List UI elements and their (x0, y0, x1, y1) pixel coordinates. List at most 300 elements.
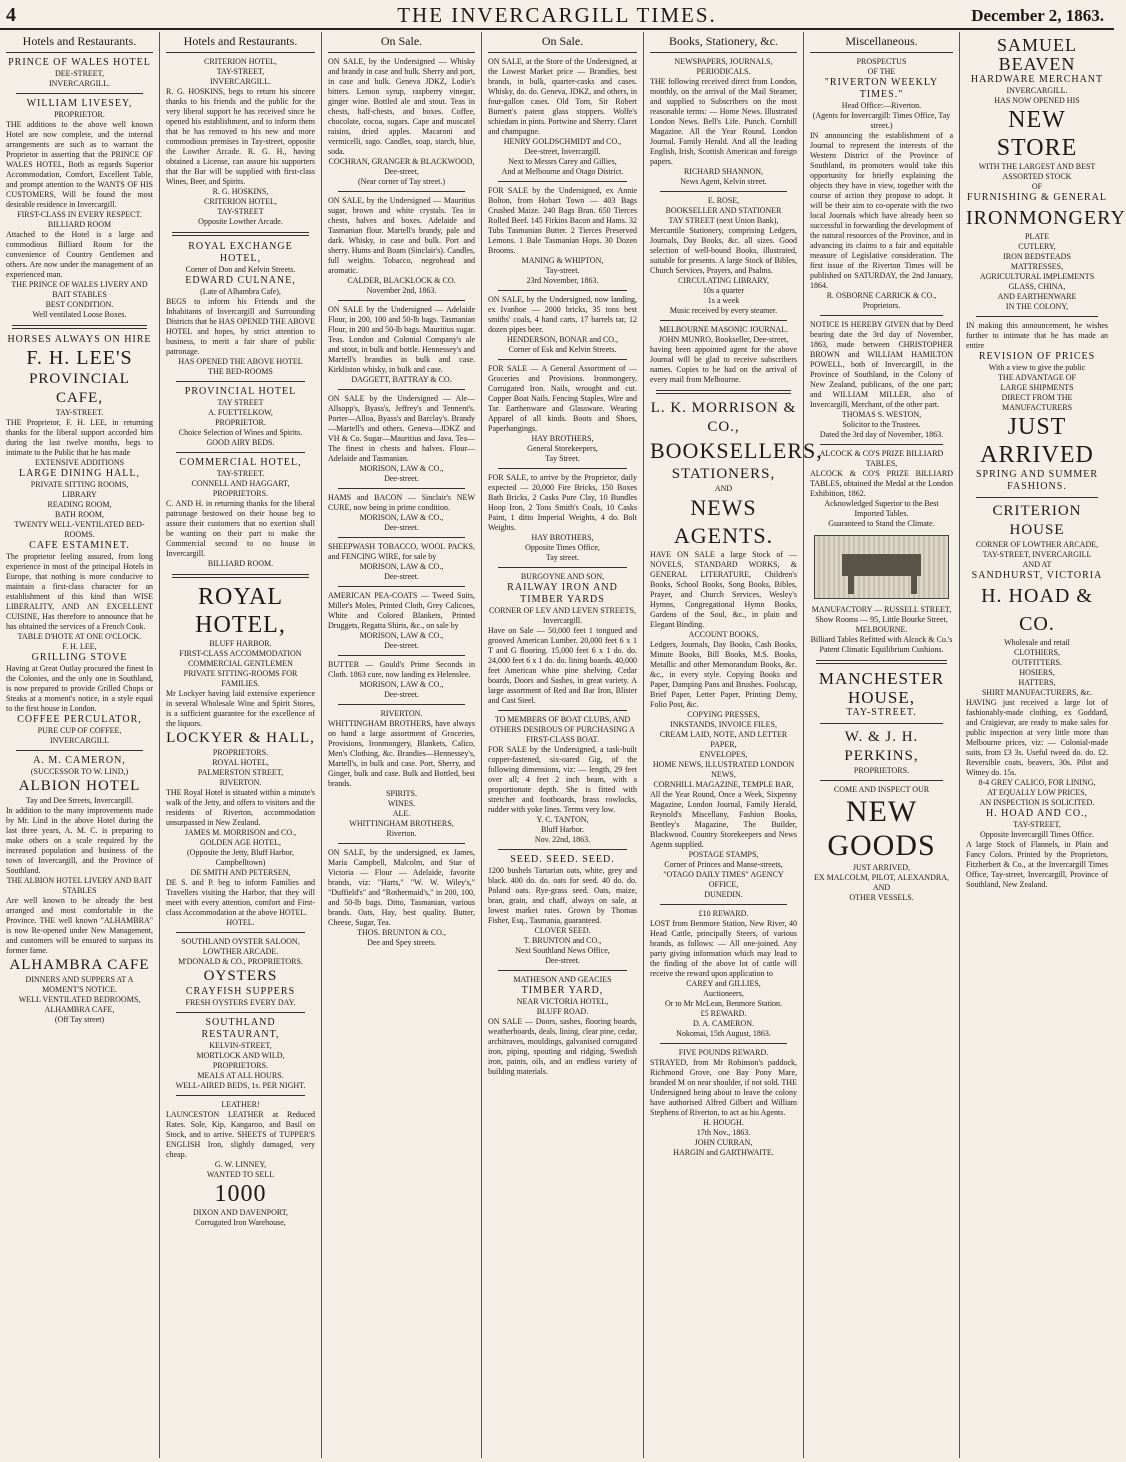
ad-headline: HORSES ALWAYS ON HIRE (7, 334, 152, 345)
ad-line: (Late of Alhambra Cafe), (200, 287, 281, 296)
ad-line: Wholesale and retail (1004, 638, 1070, 647)
ad-line: CRITERION HOTEL, (204, 197, 277, 206)
ad-line: Solicitor to the Trustees. (842, 420, 921, 429)
ad-body: FOR SALE by the Undersigned, ex Annie Bolton, from Hobart Town — 403 Bags Crushed Maize. 240 Bags Bran. 650 Tierces Rolled Beef. 145 Firkins Bacon and Hams. 32 Tubs Tasmanian Butter. 2 Tierces Preserved Lemons. 1 Bale Tasmanian Hops. 30 Dozen Brooms. (488, 186, 637, 255)
ad-line: BATH ROOM, (55, 510, 104, 519)
ad-line: BOOKSELLER AND STATIONER (665, 206, 782, 215)
ad-line: SANDHURST, VICTORIA (971, 570, 1103, 581)
ad-body: 1200 bushels Tartarian oats, white, grey and black. 400 do. do. oats for seed. 40 do. do. Poland oats. Rye-grass seed. Oats, maize, bran, grain, and chaff, always on sale, at lowest market rates. Grown by Thomas Fisher, Esq., Tasmania, guaranteed. (488, 866, 637, 925)
ad-line: DAGGETT, BATTRAY & CO. (351, 375, 452, 384)
ad-body: FOR SALE by the Undersigned, a task-built copper-fastened, six-oared Gig, of the following dimensions, viz: — length, 29 feet over all; 4 feet 2 inch beam, with a proportionate depth. She is fitted with stretcher and footboards, brass rowlocks, rudder with yoke lines. Terms very low. (488, 745, 637, 814)
ad-line: ROYAL HOTEL, (212, 758, 269, 767)
ad-line: (Agents for Invercargill: Times Office, Tay street.) (812, 111, 951, 130)
ad-line: BLUFF ROAD. (536, 1007, 589, 1016)
ad-body: In addition to the many improvements made by Mr. Lind in the above Hotel during the last three years, A. M. C. is preparing to make others on a scale required by the increased population and business of the town of Invercargill, and the Province of Southland. (6, 806, 153, 875)
ad-line: Dee-street. (384, 690, 419, 699)
ad-body: BEGS to inform his Friends and the Inhabitants of Invercargill and Surrounding Districts that he HAS OPENED THE ABOVE HOTEL and hopes, by strict attention to business, to merit a fair share of public patronage. (166, 297, 315, 356)
ad-line: WELL-AIRED BEDS, 1s. PER NIGHT. (175, 1081, 306, 1090)
ad-line: MORISON, LAW & CO., (359, 680, 444, 689)
ad-line: COCHRAN, GRANGER & BLACKWOOD, (328, 157, 475, 166)
ad-line: "OTAGO DAILY TIMES" AGENCY OFFICE, (663, 870, 784, 889)
ad-headline: TIMBER YARD, (521, 985, 604, 996)
ad-line: HAY BROTHERS, (531, 533, 594, 542)
ad-line: HOTEL. (226, 918, 255, 927)
ad-line: Well ventilated Loose Boxes. (32, 310, 127, 319)
column-hotels-1 (0, 32, 160, 1458)
ad-line: DIRECT FROM THE MANUFACTURERS (1001, 393, 1073, 412)
ad-line: COMMERCIAL GENTLEMEN (188, 659, 293, 668)
ad-line: BILLIARD ROOM (47, 220, 112, 229)
ad-body: IN announcing the establishment of a Journal to represent the interests of the Western District of the Province of Southland, its promoters would take this opportunity for briefly explaining the objects they have in view, together with the course of action they propose to adopt. It will be their aim to co-operate with the two local Journals which have already been so successful in forwarding the development of the natural resources of the Province, and in advancing its claims to a fair and equitable measure of Legislative consideration. The first issue of the Riverton Times will be published on SATURDAY, the 2nd January, 1864. (810, 131, 953, 290)
ad-line: MORISON, LAW & CO., (359, 513, 444, 522)
ad-line: G. W. LINNEY, (214, 1160, 267, 1169)
ad-line: SOUTHLAND OYSTER SALOON, (181, 937, 300, 946)
ad-headline: ALHAMBRA CAFE (9, 957, 150, 973)
ad-line: MORISON, LAW & CO., (359, 562, 444, 571)
ad-line: MORISON, LAW & CO., (359, 464, 444, 473)
column-header: Miscellaneous. (810, 32, 953, 53)
ad-line: AT EQUALLY LOW PRICES, (987, 788, 1087, 797)
ad-line: £10 REWARD. (698, 909, 749, 918)
ad-line: Or to Mr McLean, Benmore Station. (664, 999, 783, 1008)
ad-line: OTHER VESSELS. (849, 893, 914, 902)
ad-line: WELL VENTILATED BEDROOMS, (18, 995, 141, 1004)
ad-line: MELBOURNE. (855, 625, 908, 634)
ad-line: LIBRARY (62, 490, 97, 499)
ad-line: F. H. LEE, (62, 642, 97, 651)
ad-line: (Opposite the Jetty, Bluff Harbor, Campbelltown) (187, 848, 294, 867)
ad-line: DUNEDIN. (704, 890, 743, 899)
ad-headline: JUST ARRIVED (980, 414, 1094, 468)
ad-line: FIVE POUNDS REWARD. (678, 1048, 769, 1057)
ad-line: PRIVATE SITTING ROOMS, (30, 480, 129, 489)
billiard-table-illustration (814, 535, 949, 599)
ad-line: THE ADVANTAGE OF (998, 373, 1076, 382)
ad-line: Nov. 22nd, 1863. (534, 835, 591, 844)
ad-headline: IRONMONGERY (966, 207, 1126, 229)
ad-line: CRITERION HOTEL, (204, 57, 277, 66)
ad-line: TWENTY WELL-VENTILATED BED-ROOMS. (14, 520, 145, 539)
column-header: On Sale. (328, 32, 475, 53)
ad-headline: SEED. SEED. SEED. (510, 854, 615, 865)
ad-headline: CRAYFISH SUPPERS (185, 986, 296, 997)
ad-line: Dee-street. (384, 474, 419, 483)
ad-line: SPRING AND SUMMER (975, 469, 1099, 480)
ad-line: Dee-street, Invercargill. (524, 147, 601, 156)
ad-line: November 2nd, 1863. (366, 286, 437, 295)
ad-line: FURNISHING & GENERAL (967, 192, 1107, 203)
ad-line: THE PRINCE OF WALES LIVERY AND BAIT STABLES (11, 280, 148, 299)
column-header: On Sale. (488, 32, 637, 53)
ad-line: SPIRITS. (386, 789, 417, 798)
ad-line: M'DONALD & CO., PROPRIETORS. (178, 957, 303, 966)
ad-line: BLUFF HARBOR. (209, 639, 272, 648)
ad-line: BILLIARD ROOM. (207, 559, 274, 568)
ad-line: GOOD AIRY BEDS. (206, 438, 275, 447)
ad-body: IN making this announcement, he wishes further to intimate that he has made an entire (966, 321, 1108, 350)
ad-line: Tay and Dee Streets, Invercargill. (25, 796, 134, 805)
ad-headline: H. HOAD AND CO., (985, 808, 1089, 819)
ad-line: (SUCCESSOR TO W. LIND,) (30, 767, 129, 776)
ad-line: PROSPECTUS (856, 57, 907, 66)
ad-body: HAVE ON SALE a large Stock of — NOVELS, STANDARD WORKS, & GENERAL LITERATURE, Children's Books, School Books, Song Books, Bibles, Prayer, and Church Services, Wesley's Hymns, Congregational Hymn Books, Gardens of the Soul, &c., in plain and Elegant Binding. (650, 550, 797, 629)
ad-line: ALHAMBRA CAFE, (44, 1005, 115, 1014)
ad-body: A large Stock of Flannels, in Plain and Fancy Colors. Printed by the Proprietors, Fitzherbert & Co., at the Invercargill Times Office, Tay-street, Invercargill, Province of Southland, New Zealand. (966, 840, 1108, 889)
ad-headline: COMMERCIAL HOTEL, (179, 457, 302, 468)
ad-body: THE additions to the above well known Hotel are now complete, and the internal arrangements are such as to warrant the Proprietor in asserting that the PRINCE OF WALES HOTEL, Both as regards Superior Accommodation, Comfort, Excellent Table, and prompt attention to the WANTS OF HIS CUSTOMERS, Will be found the most desirable residence in Invercargill. (6, 120, 153, 209)
column-header: Hotels and Restaurants. (6, 32, 153, 53)
ad-headline: CRITERION HOUSE (992, 503, 1082, 538)
ad-line: DE SMITH AND PETERSEN, (190, 868, 291, 877)
ad-line: ASSORTED STOCK (1002, 172, 1072, 181)
ad-line: THE BED-ROOMS (208, 367, 273, 376)
ad-line: TAY-STREET, (216, 67, 265, 76)
ad-headline: LARGE DINING HALL, (18, 468, 141, 479)
ad-line: FASHIONS. (1007, 481, 1067, 492)
ad-body: NOTICE IS HEREBY GIVEN that by Deed bearing date the 3rd day of November, 1863, made between CHRISTOPHER BROWN and WILLIAM HAMILTON POWELL, both of Invercargill, in the Province of Southland, in the Colony of New Zealand, publicans, of the one part; and WILLIAM MILLER, also of Invercargill, Merchant, of the other part. (810, 320, 953, 409)
ad-body: ON SALE, by the undersigned, ex James, Maria Campbell, Malcolm, and Star of Victoria — Flour — Adelaide, favorite brands, viz: "Harts," "W. W. Wiley's," "Duffield's" and "Rothermaid's," in 200, 100, and 50-lb bags. Ditto, Tasmanian, various brands. Oats, Hay, best quality. Butter, Cheese, Sugar, Tea. (328, 848, 475, 927)
ad-line: HAS OPENED THE ABOVE HOTEL (178, 357, 303, 366)
ad-headline: PROVINCIAL HOTEL (184, 386, 297, 397)
ad-body: All the Year Round, Once a Week, Sixpenny Magazine, London Journal, Family Herald, Reynold's Miscellany, Fashion Books, Bentley's Magazine, The Builder, Blackwood. Country Storekeepers and News Agents supplied. (650, 790, 797, 849)
ad-line: £5 REWARD. (700, 1009, 747, 1018)
newspaper-title: THE INVERCARGILL TIMES. (397, 3, 717, 27)
ad-line: IN THE COLONY, (1005, 302, 1069, 311)
ad-line: AN INSPECTION IS SOLICITED. (979, 798, 1095, 807)
ad-line: 1s a week (707, 296, 740, 305)
ad-body: FOR SALE, to arrive by the Proprietor, daily expected — 20,000 Fire Bricks, 150 Boxes Bath Bricks, 2 Casks Pure Clay, 10 Bundles Hoop Iron, 2 Tons Smith's Coals, 10 Casks Paint, 1 ditto Imperial Weights, 4 do. Bolt Weights. (488, 473, 637, 532)
ad-body: WHITTINGHAM BROTHERS, have always on hand a large assortment of Groceries, Provisions, Ironmongery, Blankets, Calico, Men's Clothing, &c. Brandies—Hennessey's, Martell's, in bulk and case. Port, Sherry, and Ginger, bulk and case. Bulk and Bottled, best brands. (328, 719, 475, 788)
ad-line: PROPRIETORS. (212, 1061, 269, 1070)
ad-line: CIRCULATING LIBRARY, (678, 276, 769, 285)
ad-body: ON SALE by the Undersigned — Ale—Allsopp's, Byass's, Jeffrey's and Tennent's. Porter—Alloa, Byass's and Barclay's. Brandy—Martell's and others. Geneva—JDKZ and VH & Co. Sugar—Mauritius and Java. Tea—The finest in chests and halves. Flour—Adelaide and Tasmanian. (328, 394, 475, 463)
ad-headline: ROYAL HOTEL, (195, 584, 286, 638)
ad-line: HAS NOW OPENED HIS (994, 96, 1080, 105)
ad-line: Head Office:—Riverton. (841, 101, 922, 110)
ad-line: CLOVER SEED. (534, 926, 591, 935)
ad-line: Corner of Don and Kelvin Streets. (185, 265, 296, 274)
ad-body: Have on Sale — 50,000 feet 1 tongued and grooved American Lumber. 20,000 feet 6 x 1 T and G flooring. 15,000 feet 6 x 1 do. do. 24,000 feet 6 x 1 do. do. lining boards. 40,000 feet American white pine shelving. Cedar boards, Doors and Sashes, in great variety. A large assortment of Red and Bar Iron, Blister and Cast Steel. (488, 626, 637, 705)
ad-line: PALMERSTON STREET, (197, 768, 284, 777)
ad-body: STRAYED, from Mr Robinson's paddock, Richmond Grove, one Bay Pony Mare, branded M on near shoulder, if not sold. THE Undersigned being about to leave the colony have authorised Alfred Gilbert and William Stephens of Riverton, to act as his Agents. (650, 1058, 797, 1117)
ad-line: BURGOYNE AND SON, (520, 572, 605, 581)
ad-line: OUTFITTERS. (1012, 658, 1062, 667)
ad-line: HAY BROTHERS, (531, 434, 594, 443)
column-hotels-2 (160, 32, 322, 1458)
ad-line: PROPRIETORS. (212, 748, 269, 757)
ad-line: Proprietors. (862, 301, 901, 310)
ad-line: HOME NEWS, ILLUSTRATED LONDON NEWS, (652, 760, 795, 779)
ad-line: Next to Messrs Carey and Gillies, (508, 157, 617, 166)
ad-body: having been appointed agent for the above Journal will be glad to receive subscribers names. Copies to be had on the arrival of every mail from Melbourne. (650, 345, 797, 384)
ad-line: HARGIN and GARTHWAITE. (673, 1148, 774, 1157)
ad-headline: L. K. MORRISON & CO., (650, 400, 797, 435)
ad-line: NEAR VICTORIA HOTEL, (516, 997, 609, 1006)
ad-line: A. FUETTELKOW, (208, 408, 273, 417)
ad-body: ON SALE, at the Store of the Undersigned, at the Lowest Market price — Brandies, best brands, in bulk, quarter-casks and cases. Whisky, do. do. Geneva, JDKZ, and others, in four-gallon cases. Old Tom, Sir Robert Burnett's patent glass stoppers. Wolfe's schiedam in pints. Portwine and Sherry. Claret and champagne. (488, 57, 637, 136)
ad-line: JOHN MUNRO, Bookseller, Dee-street, (658, 335, 789, 344)
ad-line: Corner of Esk and Kelvin Streets. (508, 345, 617, 354)
ad-body: ON SALE — Doors, sashes, flooring boards, weatherboards, deals, lining, clear pine, cedar, architraves, mouldings, galvanised corrugated iron, piping, spouting and ridging, Swedish iron, paints, oils, and an endless variety of building materials. (488, 1017, 637, 1076)
ad-body: THE Royal Hotel is situated within a minute's walk of the Jetty, and offers to visitors and the residents of Riverton, accommodation unsurpassed in New Zealand. (166, 788, 315, 827)
ad-line: PURE CUP OF COFFEE, (37, 726, 122, 735)
ad-line: FIRST-CLASS ACCOMMODATION (179, 649, 302, 658)
ad-line: LEATHER! (221, 1100, 260, 1109)
ad-line: Dee-street. (384, 641, 419, 650)
ad-headline: OYSTERS (203, 968, 278, 984)
column-right-ads (960, 32, 1126, 1458)
ad-headline: NEW STORE (996, 107, 1078, 161)
ad-line: Y. C. TANTON, (536, 815, 589, 824)
ad-line: ENVELOPES, (699, 750, 748, 759)
ad-line: Auctioneers, (703, 989, 744, 998)
ad-line: INVERCARGILL. (48, 79, 111, 88)
ad-body: FOR SALE — A General Assortment of — Groceries and Provisions. Ironmongery, Corrugated Iron. Nails, wrought and cut. Copper Boat Nails. Fencing Staples, Wire and Tar. Earthenware and Glassware. Wearing Apparel of all kinds. Boots and Shoes, Paperhangings. (488, 364, 637, 433)
ad-line: CORNER OF LEV AND LEVEN STREETS, (489, 606, 636, 615)
ad-line: SHIRT MANUFACTURERS, &c. (981, 688, 1093, 697)
ad-line: TAY-STREET, (1013, 820, 1061, 829)
ad-body: Ledgers, Journals, Day Books, Cash Books, Minute Books, Bill Books, M.S. Books, Metallic and other Memorandum Books, &c. &c., in every style. Copying Books and Paper, Damping Pans and Brushes. Foolscap, Brief Paper, Letter Paper, Printing Demy, Folio Post, &c. (650, 640, 797, 709)
ad-line: D. A. CAMERON. (692, 1019, 755, 1028)
ad-line: CREAM LAID, NOTE, AND LETTER PAPER, (659, 730, 788, 749)
ad-line: (Off Tay street) (54, 1015, 105, 1024)
ad-body: Mr Lockyer having laid extensive experience in several Wholesale Wine and Spirit Stores, is a sufficient guarantee for the excellence of the liquors. (166, 689, 315, 728)
ad-line: HATTERS, (1018, 678, 1056, 687)
ad-body: BUTTER — Gould's Prime Seconds in Cloth. 1863 cure, now landing ex Helenslee. (328, 660, 475, 679)
ad-line: WITH THE LARGEST AND BEST (978, 162, 1096, 171)
ad-body: ON SALE, by the Undersigned, now landing, ex Ivanhoe — 2000 bricks, 35 tons best smiths' coals, 4 hand carts, 17 barrels tar, 12 dozen pipes beer. (488, 295, 637, 334)
ad-headline: REVISION OF PRICES (978, 351, 1096, 362)
ad-headline: MANCHESTER HOUSE, (818, 669, 945, 707)
ad-headline: F. H. LEE'S (26, 347, 133, 369)
ad-line: WANTED TO SELL (206, 1170, 275, 1179)
ad-line: ACCOUNT BOOKS, (688, 630, 759, 639)
ad-line: OF (1031, 182, 1043, 191)
ad-body: Mercantile Stationery, comprising Ledgers, Journals, Day Books, &c. all sizes. Good selection of well-bound Books, illustrated, suitable for presents. A large Stock of Bibles, Church Services, Prayers, and Psalms. (650, 226, 797, 275)
ad-line: JOHN CURRAN, (694, 1138, 753, 1147)
ad-line: CUTLERY, (1018, 242, 1056, 251)
ad-line: Dee-street. (545, 956, 580, 965)
ad-headline: LOCKYER & HALL, (166, 730, 315, 746)
ad-line: Music received by every steamer. (669, 306, 778, 315)
ad-line: TO MEMBERS OF BOAT CLUBS, AND OTHERS DESIROUS OF PURCHASING A FIRST-CLASS BOAT. (490, 715, 635, 744)
ad-line: INKSTANDS, INVOICE FILES, (670, 720, 777, 729)
ad-body: AMERICAN PEA-COATS — Tweed Suits, Miller's Moles, Printed Cloth, Grey Calicoes, White and Colored Blankets, Printed Druggets, Regatta Shirts, &c., on sale by (328, 591, 475, 630)
masthead (0, 0, 1114, 30)
ad-line: CORNHILL MAGAZINE, TEMPLE BAR, (653, 780, 794, 789)
ad-headline: ALBION HOTEL (18, 778, 141, 794)
ad-headline: SOUTHLAND RESTAURANT, (201, 1017, 280, 1040)
ad-line: WHITTINGHAM BROTHERS, (349, 819, 454, 828)
ad-line: With a view to give the public (988, 363, 1086, 372)
ad-body: LAUNCESTON LEATHER at Reduced Rates. Sole, Kip, Kangaroo, and Basil on Stock, and to arrive. SHEETS of TUPPER'S ENGLISH Iron, slightly damaged, very cheap. (166, 1110, 315, 1159)
ad-line: TAY-STREET. (55, 408, 104, 417)
column-header: Books, Stationery, &c. (650, 32, 797, 53)
ad-line: TAY STREET (next Union Bank), (668, 216, 779, 225)
ad-headline: ROYAL EXCHANGE HOTEL, (188, 241, 293, 264)
ad-line: HOSIERS, (1019, 668, 1055, 677)
ad-headline: 1000 (214, 1181, 267, 1207)
ad-line: HENRY GOLDSCHMIDT and CO., (503, 137, 622, 146)
ad-line: WINES. (387, 799, 416, 808)
ad-line: DEE-STREET, (55, 69, 104, 78)
ad-line: Opposite Invercargill Times Office. (980, 830, 1094, 839)
ad-line: 23rd November, 1863. (526, 276, 599, 285)
ad-headline: PROVINCIAL CAFE, (29, 371, 130, 406)
ad-line: RIVERTON. (219, 778, 262, 787)
ad-line: IRON BEDSTEADS (1003, 252, 1071, 261)
ad-line: PROPRIETORS. (212, 489, 269, 498)
ad-line: AGRICULTURAL IMPLEMENTS (979, 272, 1095, 281)
ad-line: AND (714, 484, 733, 493)
column-header: Hotels and Restaurants. (166, 32, 315, 53)
ad-body: R. G. HOSKINS, begs to return his sincere thanks to his friends and the public for the very liberal support he has received since he opened his establishment, and to inform them that he has removed to his new and more commodious premises in Tay-street, opposite the Lowther Arcade. R. G. H., having obtained a License, can assure his supporters that the Bar will be supplied with first-class Wines, Beer, and Spirits. (166, 87, 315, 186)
ad-line: TAY-STREET, INVERCARGILL (982, 550, 1092, 559)
ad-line: Guaranteed to Stand the Climate. (828, 519, 935, 528)
ad-line: INVERCARGILL. (209, 77, 272, 86)
ad-line: T. BRUNTON and CO., (523, 936, 602, 945)
ad-line: MEALS AT ALL HOURS. (197, 1071, 284, 1080)
ad-line: LOWTHER ARCADE. (202, 947, 279, 956)
ad-body: ON SALE, by the Undersigned — Mauritius sugar, brown and white crystals. Tea in chests, halves and boxes. Adelaide and Tasmanian flour. Martell's brandy, pale and dark. Whisky, in case and bulk. Port and sherry. Hums and Boam (Sinclair's). Candles, full weights. Tobacco, negrohead and aromatic. (328, 196, 475, 275)
ad-headline: PRINCE OF WALES HOTEL (8, 57, 151, 68)
ad-line: PLATE (1025, 232, 1049, 241)
ad-body: ON SALE by the Undersigned — Adelaide Flour, in 200, 100 and 50-lb bags. Tasmanian Flour, in 200 and 50-lb bags. Mauritius sugar. Teas. London and Colonial Company's ale and stout, in bulk and bottle. Hennessey's and Martell's brandies in bulk and case. Kirkliston whisky, in bulk and case. (328, 305, 475, 374)
ad-line: MATTRESSES, (1010, 262, 1064, 271)
ad-line: FRESH OYSTERS EVERY DAY. (185, 998, 296, 1007)
ad-line: JUST ARRIVED, (852, 863, 911, 872)
ad-body: Are well known to be already the best arranged and most comfortable in the Province. THE well known "ALHAMBRA" is now Re-opened under New Management, and customers will be ensured to surpass its former fame. (6, 896, 153, 955)
ad-name: WILLIAM LIVESEY, (26, 98, 133, 109)
ad-line: 17th Nov., 1863. (696, 1128, 751, 1137)
ad-body: DE S. and P. beg to inform Families and Travellers visiting the Harbor, that they will meet with every attention, comfort and First-class Accommodation at the above HOTEL. (166, 878, 315, 917)
ad-line: News Agent, Kelvin street. (680, 177, 767, 186)
ad-line: MATHESON AND GEACIES (513, 975, 612, 984)
ad-line: MANING & WHIPTON, (521, 256, 604, 265)
ad-line: Billiard Tables Refitted with Alcock & Co.'s Patent Climatic Equilibrium Cushions. (810, 635, 953, 654)
ad-body: C. AND H. in returning thanks for the liberal patronage bestowed on their house beg to assure their customers that no exertion shall be wanting on their part to make the Commercial second to no house in Invercargill. (166, 499, 315, 558)
ad-line: Show Rooms — 95, Little Bourke Street, (815, 615, 948, 624)
ad-line: TAY-STREET. (216, 469, 265, 478)
ad-line: THOMAS S. WESTON, (841, 410, 922, 419)
ad-line: Corner of Princes and Manse-streets, (664, 860, 783, 869)
ad-line: E. ROSE, (707, 196, 740, 205)
ad-line: ALE. (392, 809, 411, 818)
ad-line: PROPRIETOR. (54, 110, 105, 119)
ad-line: MORISON, LAW & CO., (359, 631, 444, 640)
ad-line: FIRST-CLASS IN EVERY RESPECT. (17, 210, 142, 219)
ad-body: The proprietor feeling assured, from long experience in most of the principal Hotels in Europe, that nothing is more conducive to maintain a first-class character for an establishment of this kind than WISE LIBERALITY, AND AN EXCELLENT CUISINE, Has therefore to announce that he has obtained the services of a French Cook. (6, 552, 153, 631)
ad-line: EX MALCOLM, PILOT, ALEXANDRA, (814, 873, 949, 882)
ad-line: EXTENSIVE ADDITIONS (34, 458, 125, 467)
ad-headline: SAMUEL BEAVEN (996, 35, 1077, 74)
ad-headline: H. HOAD & CO. (981, 585, 1093, 635)
column-on-sale-1 (322, 32, 482, 1458)
ad-line: Tay Street. (545, 454, 580, 463)
column-books (644, 32, 823, 1458)
ad-line: CORNER OF LOWTHER ARCADE, (975, 540, 1099, 549)
ad-name: A. M. CAMERON, (33, 755, 126, 766)
ad-line: PRIVATE SITTING-ROOMS FOR FAMILIES. (183, 669, 298, 688)
ad-line: ALCOCK & CO'S PRIZE BILLIARD TABLES, (819, 449, 944, 468)
ad-body: HAMS and BACON — Sinclair's NEW CURE, now being in prime condition. (328, 493, 475, 512)
ad-line: INVERCARGILL. (1006, 86, 1068, 95)
ad-headline: CAFE ESTAMINET. (29, 540, 130, 551)
ad-body: Attached to the Hotel is a large and commodious Billiard Room for the convenience of Country Gentlemen and others. Are now under the management of an experienced man. (6, 230, 153, 279)
ad-headline: "RIVERTON WEEKLY TIMES." (824, 77, 939, 100)
ad-line: R. G. HOSKINS, (212, 187, 269, 196)
ad-line: GLASS, CHINA, (1008, 282, 1066, 291)
ad-body: THE Proprietor, F. H. LEE, in returning thanks for the liberal support accorded him during the last twelve months, begs to intimate to the Public that he has made (6, 418, 153, 457)
ad-line: Choice Selection of Wines and Spirits. (178, 428, 303, 437)
ad-line: AND EARTHENWARE (997, 292, 1077, 301)
ad-line: Dee-street, (384, 167, 419, 176)
newspaper-columns (0, 32, 1126, 1458)
ad-line: (Near corner of Tay street.) (357, 177, 446, 186)
ad-line: DIXON AND DAVENPORT, (192, 1208, 288, 1217)
ad-line: BEST CONDITION. (45, 300, 114, 309)
ad-line: Dee-street. (384, 523, 419, 532)
ad-line: Dee and Spey streets. (367, 938, 436, 947)
ad-line: And at Melbourne and Otago District. (501, 167, 624, 176)
ad-name: EDWARD CULNANE, (185, 275, 296, 286)
ad-line: TABLE D'HOTE AT ONE O'CLOCK. (17, 632, 142, 641)
ad-headline: COFFEE PERCULATOR, (17, 714, 142, 725)
ad-headline: NEWS AGENTS. (673, 495, 774, 548)
ad-line: 10s a quarter (702, 286, 745, 295)
ad-line: JAMES M. MORRISON and CO., (184, 828, 297, 837)
ad-body: Having at Great Outlay procured the finest In the Colonies, and the only one in Southland, is now prepared to provide Grilled Chops or Steaks at a moment's notice, in a style equal to the first house in London. (6, 664, 153, 713)
column-miscellaneous (804, 32, 960, 1458)
ad-line: DINNERS AND SUPPERS AT A MOMENT'S NOTICE. (25, 975, 134, 994)
ad-line: THOS. BRUNTON & CO., (357, 928, 446, 937)
ad-line: THE ALBION HOTEL LIVERY AND BAIT STABLES (6, 876, 153, 895)
ad-line: AND AT (1022, 560, 1052, 569)
ad-line: Dated the 3rd day of November, 1863. (819, 430, 944, 439)
ad-line: Tay street. (545, 553, 580, 562)
ad-headline: GRILLING STOVE (31, 652, 128, 663)
ad-line: READING ROOM, (47, 500, 112, 509)
ad-line: RIVERTON. (380, 709, 423, 718)
ad-line: Invercargill. (542, 616, 583, 625)
ad-line: MELBOURNE MASONIC JOURNAL. (658, 325, 789, 334)
ad-line: Nokomai, 15th August, 1863. (676, 1029, 771, 1038)
ad-line: Opposite Lowther Arcade. (198, 217, 283, 226)
column-on-sale-2 (482, 32, 644, 1458)
ad-line: COME AND INSPECT OUR (833, 785, 930, 794)
ad-line: TAY-STREET (217, 207, 264, 216)
ad-body: ALCOCK & CO'S PRIZE BILLIARD TABLES, obtained the Medal at the London Exhibition, 1862. (810, 469, 953, 498)
ad-headline: STATIONERS, (671, 466, 776, 482)
ad-headline: W. & J. H. PERKINS, (844, 729, 919, 764)
ad-line: MORTLOCK AND WILD, (196, 1051, 285, 1060)
ad-line: Tay-street. (545, 266, 580, 275)
ad-line: INVERCARGILL (49, 736, 110, 745)
ad-body: HAVING just received a large lot of fashionably-made clothing, ex Goddard, and Craigievar, are ready to make sales for public inspection at very little more than Melbourne prices, viz: — Colonial-made suits, from £3 3s. Useful tweed do. do. £2. Reversible coats, beavers, 30s. Pilot and Witney do. 15s. (966, 698, 1108, 777)
ad-line: LARGE SHIPMENTS (1000, 383, 1074, 392)
ad-line: AND (872, 883, 891, 892)
ad-body: THE following received direct from London, monthly, on the arrival of the Mail Steamer, and supplied to Subscribers on the most reasonable terms: — Home News. Illustrated London News. Bell's Life. Punch. Cornhill Magazine. All the Year Round. London Journal. Family Herald. And all the leading English, Irish, Scottish American and foreign papers. (650, 77, 797, 166)
ad-line: RICHARD SHANNON, (683, 167, 764, 176)
ad-body: SHEEPWASH TOBACCO, WOOL PACKS, and FENCING WIRE, for sale by (328, 542, 475, 561)
ad-line: Dee-street. (384, 572, 419, 581)
ad-headline: BOOKSELLERS, (650, 438, 823, 463)
ad-line: POSTAGE STAMPS, (688, 850, 759, 859)
ad-line: CALDER, BLACKLOCK & CO. (347, 276, 456, 285)
ad-body: LOST from Benmore Station, New River, 40 Head Cattle, principally Steers, of various brands, as follows: — All one-joined. Any party giving information which may lead to the finding of the above lot of cattle will receive the reward upon application to (650, 919, 797, 978)
ad-line: 8-4 GREY CALICO, FOR LINING, (978, 778, 1096, 787)
page-number: 4 (6, 4, 16, 26)
